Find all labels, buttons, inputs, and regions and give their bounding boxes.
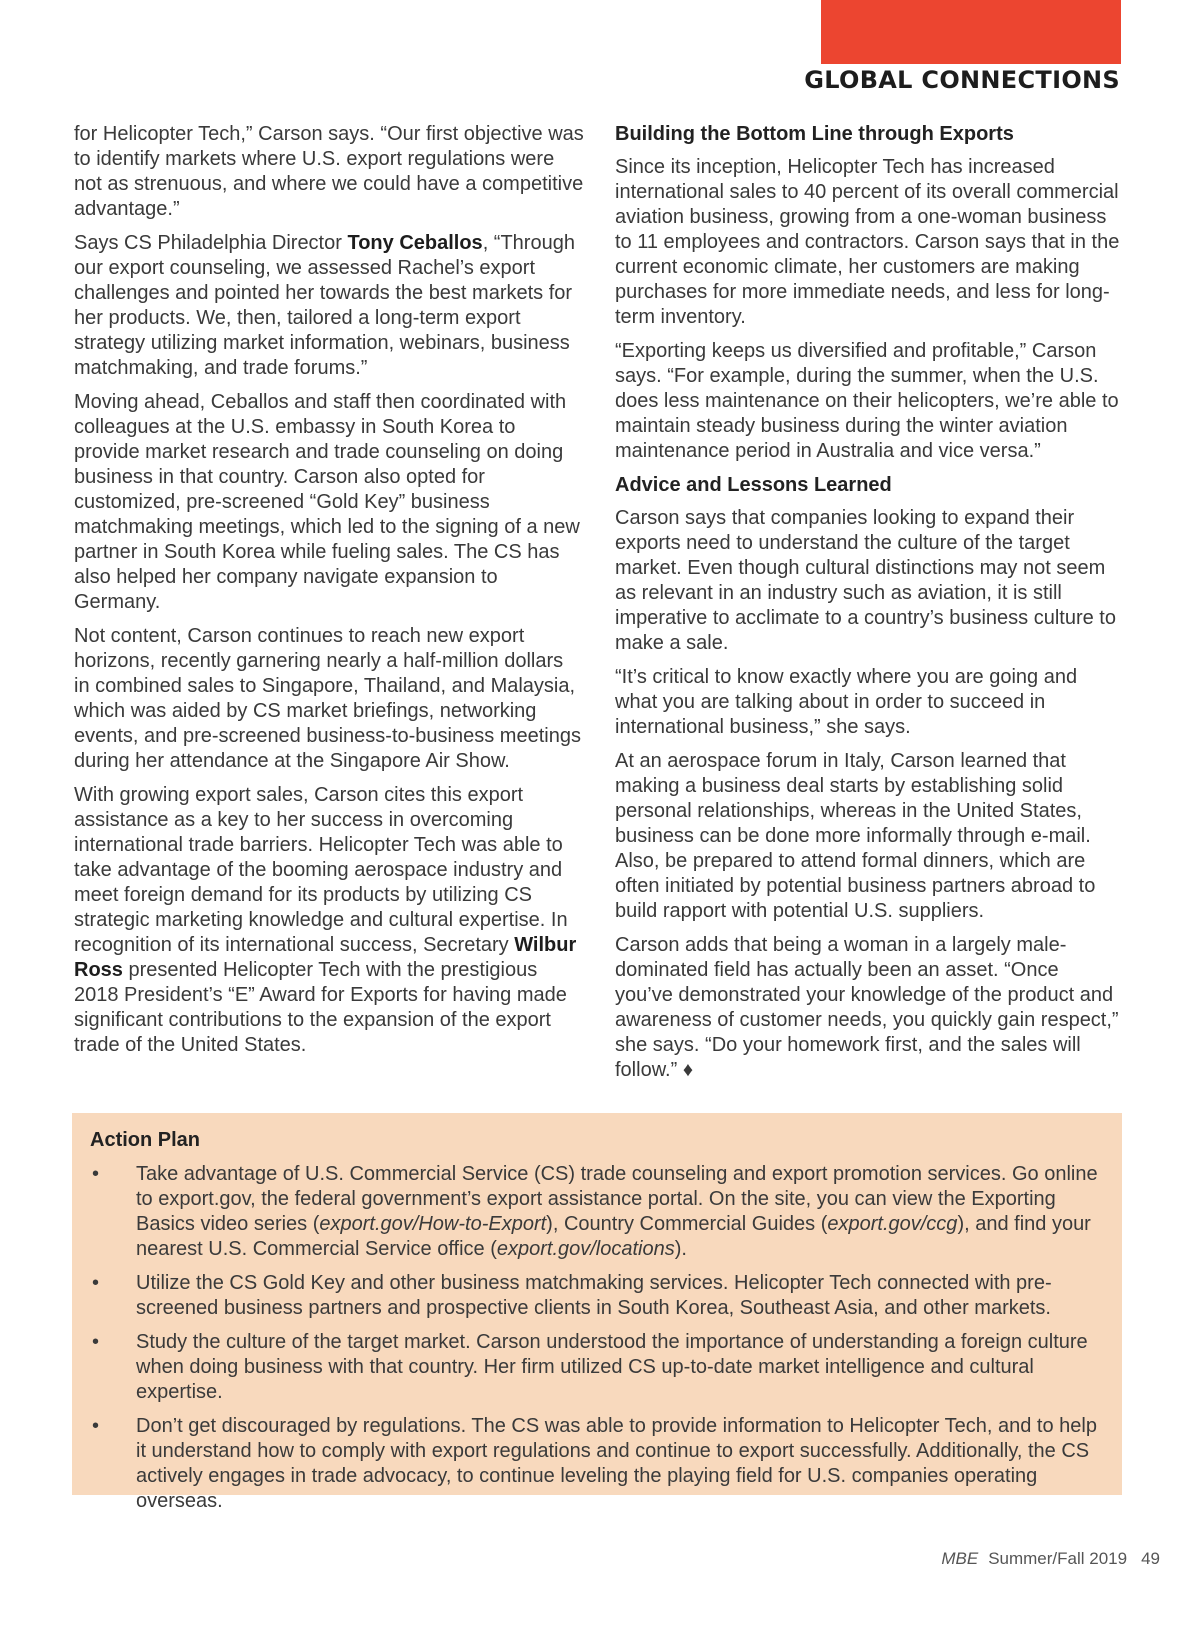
action-plan-box (72, 1113, 1122, 1512)
action-plan-list (90, 1162, 1104, 1514)
paragraph: Not content, Carson continues to reach new export horizons, recently garnering nearly a half-million dollars in combined sales to Singapore, Thailand, and Malaysia, which was aided by CS market briefings, networking events, and pre-screened business-to-business meetings during her attendance at the Singapore Air Show. (74, 625, 581, 772)
paragraph: Since its inception, Helicopter Tech has increased international sales to 40 percent of its overall commercial aviation business, growing from a one-woman business to 11 employees and contractors. Carson says that in the current economic climate, her customers are making purchases for more immediate needs, and less for long-term inventory. (615, 156, 1120, 328)
header-accent-bar (821, 0, 1121, 64)
paragraph: At an aerospace forum in Italy, Carson learned that making a business deal starts by establishing solid personal relationships, whereas in the United States, business can be done more informally through e-mail. Also, be prepared to attend formal dinners, which are often initiated by potential business partners abroad to build rapport with potential U.S. suppliers. (615, 750, 1096, 922)
text: Carson adds that being a woman in a largely male-dominated field has actually been an asset. “Once you’ve demonstrated your knowledge of the product and awareness of customer needs, you quickly gain respect,” she says. “Do your homework first, and the sales will follow.” (615, 934, 1119, 1081)
section-title: GLOBAL CONNECTIONS (804, 66, 1120, 94)
left-column (74, 122, 584, 1067)
link-text: export.gov/ccg (827, 1213, 958, 1235)
person-name: Tony Ceballos (347, 232, 483, 254)
paragraph: Moving ahead, Ceballos and staff then coordinated with colleagues at the U.S. embassy in South Korea to provide market research and trade counseling on doing business in that country. Carson also opted for customized, pre-screened “Gold Key” business matchmaking meetings, which led to the signing of a new partner in South Korea while fueling sales. The CS has also helped her company navigate expansion to Germany. (74, 391, 580, 613)
text: ), Country Commercial Guides ( (546, 1213, 828, 1235)
page-number: 49 (1141, 1549, 1160, 1568)
paragraph (74, 783, 584, 1058)
list-item (90, 1271, 1104, 1321)
list-item (90, 1330, 1104, 1405)
magazine-name: MBE (941, 1549, 979, 1568)
paragraph (615, 933, 1120, 1083)
bullet-icon: • (92, 1415, 100, 1437)
bullet-icon: • (92, 1163, 100, 1185)
end-mark-icon: ♦ (682, 1059, 694, 1081)
list-item (90, 1414, 1104, 1514)
section-heading: Building the Bottom Line through Exports (615, 123, 1014, 145)
bullet-icon: • (92, 1272, 100, 1294)
list-item (90, 1162, 1104, 1262)
person-name: Wilbur Ross (74, 934, 577, 981)
issue-label: Summer/Fall 2019 (988, 1549, 1128, 1568)
paragraph: “It’s critical to know exactly where you are going and what you are talking about in order to succeed in international business,” she says. (615, 666, 1078, 738)
paragraph: for Helicopter Tech,” Carson says. “Our first objective was to identify markets where U.S. export regulations were not as strenuous, and where we could have a competitive advantage.” (74, 123, 584, 220)
text: ), and find your nearest U.S. Commercial Service office ( (136, 1213, 1091, 1260)
text: Says CS Philadelphia Director (74, 232, 348, 254)
text: Don’t get discouraged by regulations. The CS was able to provide information to Helicopter Tech, and to help it understand how to comply with export regulations and continue to export successfully. Additionally, the CS actively engages in trade advocacy, to continue leveling the playing field for U.S. companies operating overseas. (136, 1415, 1097, 1512)
text: , “Through our export counseling, we assessed Rachel’s export challenges and pointed her towards the best markets for her products. We, then, tailored a long-term export strategy utilizing market information, webinars, business matchmaking, and trade forums.” (74, 232, 575, 379)
action-plan-title: Action Plan (90, 1129, 201, 1151)
link-text: export.gov/How-to-Export (319, 1213, 547, 1235)
paragraph: Carson says that companies looking to expand their exports need to understand the culture of the target market. Even though cultural distinctions may not seem as relevant in an industry such as aviation, it is still imperative to acclimate to a country’s business culture to make a sale. (615, 507, 1116, 654)
text: With growing export sales, Carson cites this export assistance as a key to her success in overcoming international trade barriers. Helicopter Tech was able to take advantage of the booming aerospace industry and meet foreign demand for its products by utilizing CS strategic marketing knowledge and cultural expertise. In recognition of its international success, Secretary (74, 784, 568, 956)
bullet-icon: • (92, 1331, 100, 1353)
text: Utilize the CS Gold Key and other business matchmaking services. Helicopter Tech connected with pre-screened business partners and prospective clients in South Korea, Southeast Asia, and other markets. (136, 1272, 1052, 1319)
section-heading: Advice and Lessons Learned (615, 474, 892, 496)
paragraph: “Exporting keeps us diversified and profitable,” Carson says. “For example, during the summer, when the U.S. does less maintenance on their helicopters, we’re able to maintain steady business during the winter aviation maintenance period in Australia and vice versa.” (615, 340, 1119, 462)
text: ). (674, 1238, 687, 1260)
page-footer (941, 1549, 1160, 1569)
paragraph (74, 231, 584, 381)
link-text: export.gov/locations (496, 1238, 675, 1260)
text: presented Helicopter Tech with the prestigious 2018 President’s “E” Award for Exports for having made significant contributions to the expansion of the export trade of the United States. (74, 959, 567, 1056)
right-column (615, 122, 1120, 1092)
text: Study the culture of the target market. Carson understood the importance of understanding a foreign culture when doing business with that country. Her firm utilized CS up-to-date market intelligence and cultural expertise. (136, 1331, 1088, 1403)
text: Take advantage of U.S. Commercial Service (CS) trade counseling and export promotion services. Go online to export.gov, the federal government’s export assistance portal. On the site, you can view the Exporting Basics video series ( (136, 1163, 1098, 1235)
